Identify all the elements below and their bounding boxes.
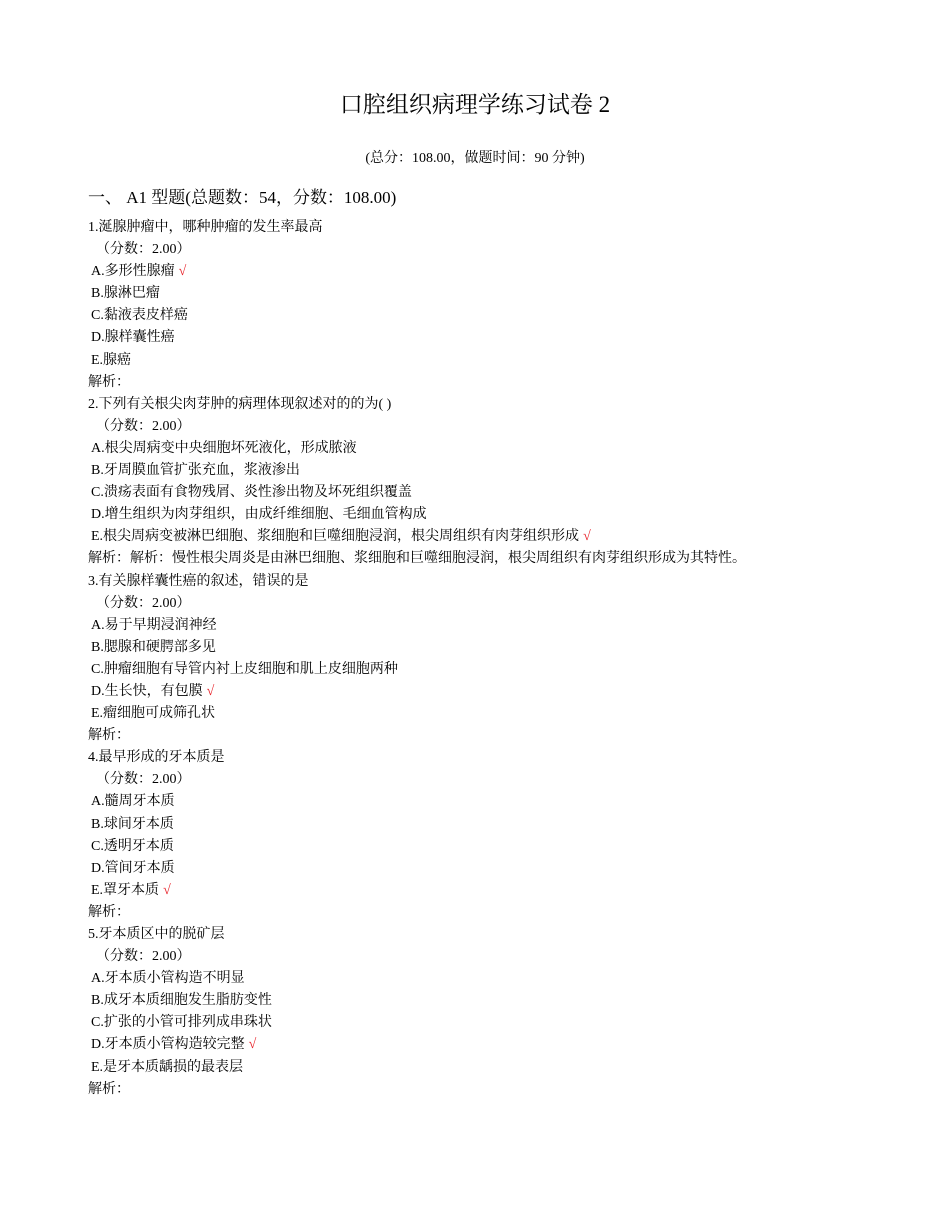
answer-option [88,858,918,880]
correct-answer-check-icon: √ [178,264,187,280]
question-block [88,924,918,1101]
question-analysis: 解析： [88,374,130,390]
answer-option [88,791,918,813]
question-score: （分数：2.00） [96,242,191,258]
answer-option-text: D.腺样囊性癌 [91,330,175,346]
answer-option [88,305,918,327]
answer-option [88,968,918,990]
answer-option [88,1034,918,1056]
answer-option [88,327,918,349]
answer-option-text: C.溃疡表面有食物残屑、炎性渗出物及坏死组织覆盖 [91,485,412,501]
answer-option-text: E.根尖周病变被淋巴细胞、浆细胞和巨噬细胞浸润，根尖周组织有肉芽组织形成 [91,529,580,545]
answer-option [88,350,918,372]
answer-option [88,615,918,637]
answer-option-text: B.腺淋巴瘤 [91,286,160,302]
answer-option-text: C.扩张的小管可排列成串珠状 [91,1015,272,1031]
answer-option-text: C.黏液表皮样癌 [91,308,188,324]
answer-option [88,1012,918,1034]
question-analysis: 解析： [88,904,130,920]
question-block [88,747,918,924]
answer-option [88,836,918,858]
answer-option-text: A.髓周牙本质 [91,794,175,810]
question-analysis: 解析： [88,728,130,744]
question-analysis: 解析：解析：慢性根尖周炎是由淋巴细胞、浆细胞和巨噬细胞浸润，根尖周组织有肉芽组织形成为其特性。 [88,551,746,567]
question-stem: 2.下列有关根尖肉芽肿的病理体现叙述对的的为( ) [88,396,392,412]
answer-option-text: E.是牙本质龋损的最表层 [91,1059,244,1075]
correct-answer-check-icon: √ [248,1037,257,1053]
question-score: （分数：2.00） [96,595,191,611]
answer-option-text: E.瘤细胞可成筛孔状 [91,706,216,722]
answer-option-text: B.腮腺和硬腭部多见 [91,639,216,655]
answer-option-text: A.牙本质小管构造不明显 [91,971,245,987]
page-subtitle: (总分：108.00，做题时间：90 分钟) [365,151,585,166]
answer-option-text: B.球间牙本质 [91,816,174,832]
correct-answer-check-icon: √ [583,529,591,545]
answer-option [88,526,918,548]
answer-option [88,482,918,504]
question-block [88,571,918,748]
question-stem: 4.最早形成的牙本质是 [88,750,225,766]
question-score: （分数：2.00） [96,418,191,434]
question-analysis: 解析： [88,1081,130,1097]
page-title: 口腔组织病理学练习试卷 2 [339,92,611,117]
question-stem: 1.涎腺肿瘤中，哪种肿瘤的发生率最高 [88,220,323,235]
answer-option-text: A.根尖周病变中央细胞坏死液化，形成脓液 [91,440,357,456]
answer-option [88,283,918,305]
question-list [88,217,918,1101]
answer-option-text: D.增生组织为肉芽组织，由成纤维细胞、毛细血管构成 [91,507,427,523]
answer-option-text: A.多形性腺瘤 [91,264,175,280]
question-score: （分数：2.00） [96,949,191,965]
answer-option [88,261,918,283]
answer-option-text: E.罩牙本质 [91,882,160,898]
question-stem: 3.有关腺样囊性癌的叙述，错误的是 [88,573,309,589]
answer-option-text: A.易于早期浸润神经 [91,617,217,633]
answer-option [88,990,918,1012]
answer-option-text: E.腺癌 [91,352,132,368]
answer-option-text: D.牙本质小管构造较完整 [91,1037,245,1053]
answer-option [88,681,918,703]
answer-option-text: C.透明牙本质 [91,838,174,854]
answer-option-text: C.肿瘤细胞有导管内衬上皮细胞和肌上皮细胞两种 [91,661,398,677]
answer-option [88,438,918,460]
answer-option [88,460,918,482]
question-block [88,217,918,394]
correct-answer-check-icon: √ [206,683,215,699]
answer-option-text: D.管间牙本质 [91,860,175,876]
answer-option [88,504,918,526]
answer-option [88,659,918,681]
answer-option [88,1057,918,1079]
answer-option-text: D.生长快，有包膜 [91,683,203,699]
answer-option-text: B.成牙本质细胞发生脂肪变性 [91,993,272,1009]
question-score: （分数：2.00） [96,772,191,788]
correct-answer-check-icon: √ [163,882,171,898]
answer-option-text: B.牙周膜血管扩张充血，浆液渗出 [91,463,300,479]
question-block [88,394,918,571]
section-heading: 一、 A1 型题(总题数：54，分数：108.00) [88,188,397,207]
question-stem: 5.牙本质区中的脱矿层 [88,927,225,942]
answer-option [88,703,918,725]
answer-option [88,814,918,836]
answer-option [88,880,918,902]
answer-option [88,637,918,659]
